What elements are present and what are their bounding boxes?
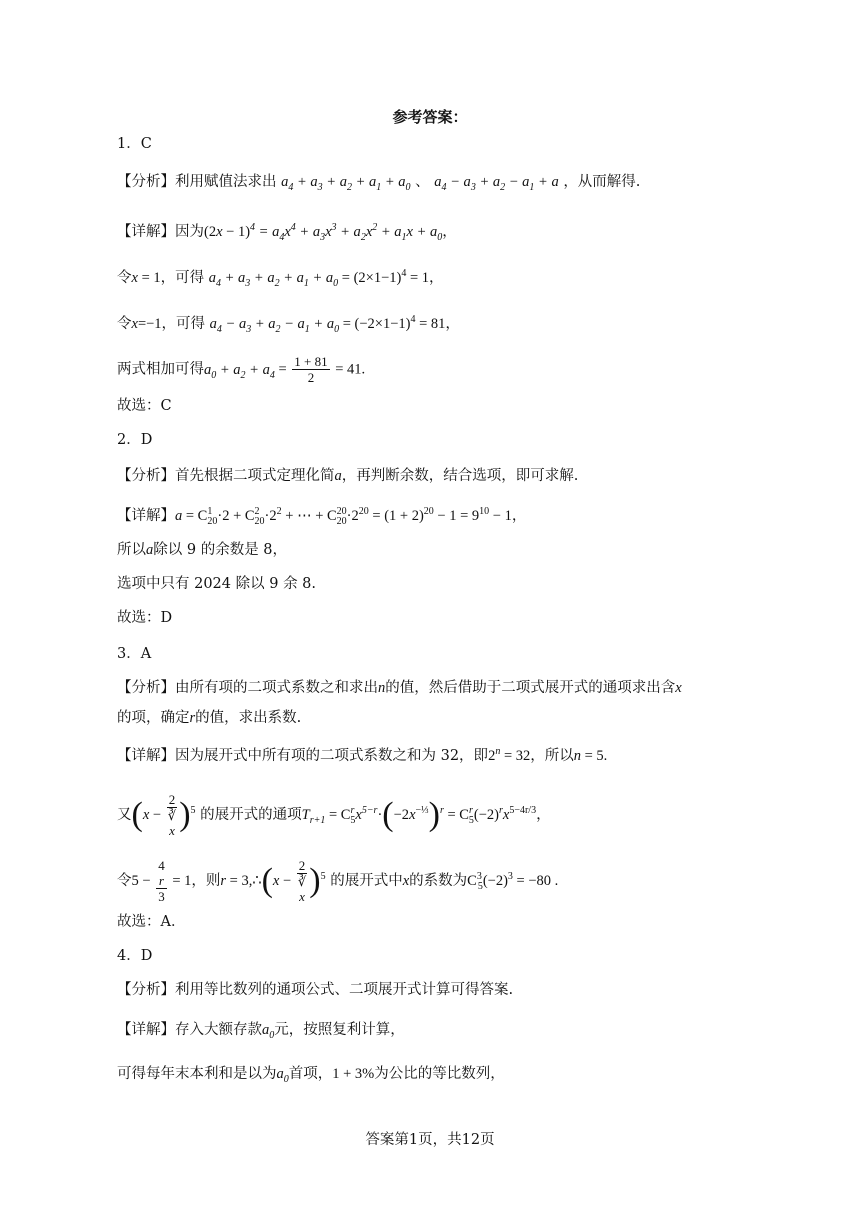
q2-analysis: 【分析】首先根据二项式定理化简a，再判断余数，结合选项，即可求解.: [117, 468, 579, 484]
q1-detail: 【详解】因为$(2x - 1)^4 = a_4x^4 + a_3x^3 + a_2x^2 + a_1x + a_0$，: [117, 222, 457, 243]
q2-number: 2．D: [117, 432, 153, 448]
q4-number: 4．D: [117, 948, 153, 964]
q2-detail: 【详解】$a = C^1_{20}\cdot 2 + C^2_{20}\cdot 2^2$ + ⋯ + $C^{20}_{20}\cdot 2^{20} = (1 + 2)^{20} - 1 = 9^{10} - 1$，: [117, 506, 527, 527]
q3-analysis: 【分析】由所有项的二项式系数之和求出n的值，然后借助于二项式展开式的通项求出含x: [117, 680, 682, 696]
page-footer: 答案第1页，共12页: [365, 1132, 495, 1148]
q3-detail: 【详解】因为展开式中所有项的二项式系数之和为 32，即$2^n = 32$，所以n = 5.: [117, 746, 608, 764]
page-title: 参考答案：: [392, 108, 468, 126]
q3-general-term: 又(x − 2 ∛ x )$^5$ 的展开式的通项$T_{r+1} = C^r_5x^{5-r}\cdot(-2x^{-\frac{1}{3}})^r = C^r_5(-2)^rx^{5-4r/3}$，: [117, 792, 551, 838]
q1-step-xneg1: 令x=−1，可得 $a_4 - a_3 + a_2 - a_1 + a_0 = (-2\times 1-1)^4 = 81$，: [117, 314, 460, 335]
q3-number: 3．A: [117, 646, 152, 662]
q3-answer: 故选：A．: [117, 914, 186, 930]
q4-analysis: 【分析】利用等比数列的通项公式、二项展开式计算可得答案.: [117, 982, 514, 998]
q2-remainder: 所以a除以 9 的余数是 8，: [117, 542, 288, 558]
q2-answer: 故选：D: [117, 610, 173, 626]
q2-option: 选项中只有 2024 除以 9 余 8.: [117, 576, 317, 592]
q1-step-sum: 两式相加可得$a_0 + a_2 + a_4$ = $\frac{1 + 81}{2}$ = 41.: [117, 354, 366, 385]
q4-sequence: 可得每年末本利和是以为$a_0$首项，1 + 3%为公比的等比数列，: [117, 1066, 505, 1085]
q1-number: 1．C: [117, 136, 152, 152]
q3-solve-r: 令5 − 4 r 3 = 1，则r = 3,∴(x − 2 ∛ x )$^5$ 的展开式中x的系数为$C^3_5(-2)^3 = -80$ .: [117, 858, 559, 904]
q1-answer: 故选：C: [117, 398, 172, 414]
q4-detail: 【详解】存入大额存款$a_0$元，按照复利计算，: [117, 1022, 405, 1041]
q1-analysis: 【分析】利用赋值法求出 $a_4 + a_3 + a_2 + a_1 + a_0$ 、 $a_4 - a_3 + a_2 - a_1 + a$ ，从而解得.: [117, 174, 641, 193]
q3-analysis-cont: 的项，确定r的值，求出系数.: [117, 710, 302, 726]
q1-step-x1: 令x = 1，可得 $a_4 + a_3 + a_2 + a_1 + a_0 = (2\times 1-1)^4 = 1$，: [117, 268, 444, 289]
